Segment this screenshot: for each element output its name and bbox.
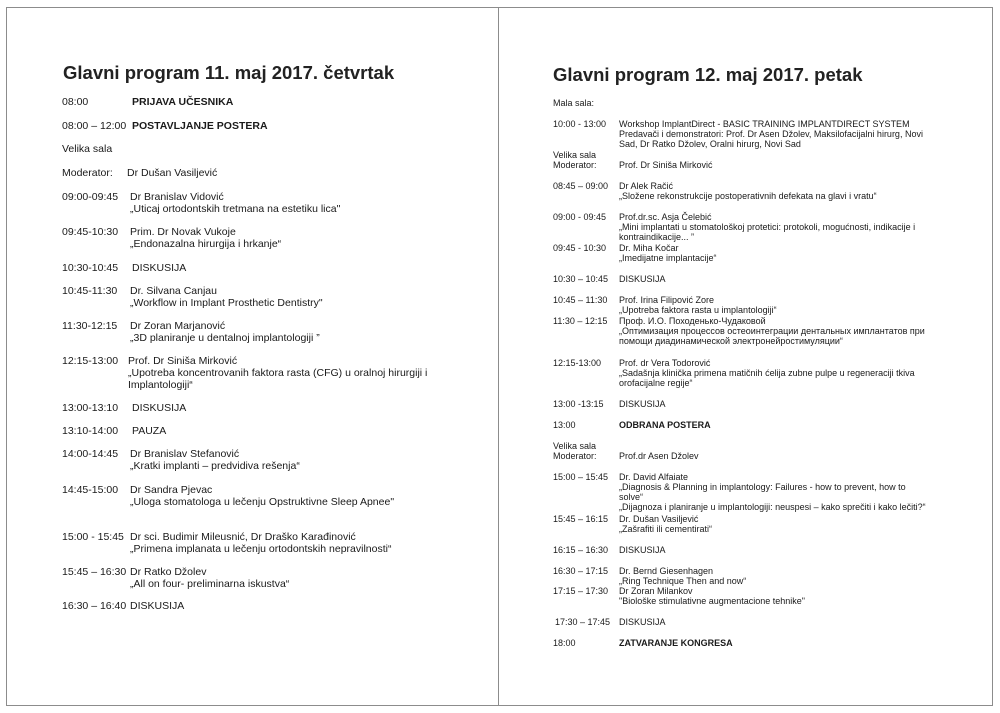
row-line: Prim. Dr Novak Vukoje <box>130 226 236 238</box>
row-time: 10:30 – 10:45 <box>553 274 609 284</box>
row-line: Prof. dr Vera Todorović <box>619 358 711 368</box>
row-time: 10:00 - 13:00 <box>553 119 607 129</box>
row-time: 16:15 – 16:30 <box>553 545 609 555</box>
row-line: ODBRANA POSTERA <box>619 420 711 430</box>
row-time: 15:00 - 15:45 <box>62 531 124 543</box>
row-line: Prof.dr Asen Džolev <box>619 451 699 461</box>
row-time: 16:30 – 17:15 <box>553 566 609 576</box>
row-time: 11:30 – 12:15 <box>553 316 608 326</box>
row-line: „Uloga stomatologa u lečenju Opstruktivne Sleep Apnee" <box>130 496 395 508</box>
thursday-program-title: Glavni program 11. maj 2017. četvrtak <box>63 62 395 83</box>
row-time: 15:45 – 16:15 <box>553 514 609 524</box>
row-line: Dr Alek Račić <box>619 181 674 191</box>
row-time: 09:00 - 09:45 <box>553 212 607 222</box>
row-line: ZATVARANJE KONGRESA <box>619 638 733 648</box>
row-time: Mala sala: <box>553 98 595 108</box>
row-line: „Upotreba koncentrovanih faktora rasta (CFG) u oralnoj hirurgiji i <box>128 367 428 379</box>
row-line: Implantologiji“ <box>128 379 193 391</box>
row-line: Sad, Dr Ratko Džolev, Oralni hirurg, Novi Sad <box>619 139 801 149</box>
row-line: „All on four- preliminarna iskustva“ <box>130 578 290 590</box>
row-line: Dr. Miha Kočar <box>619 243 679 253</box>
row-line: „Оптимизация процессов остеоинтеграции дентальных имплантатов при <box>619 326 925 336</box>
row-line: помощи диадинамической электронейростимуляции“ <box>619 336 843 346</box>
row-time: 14:45-15:00 <box>62 484 119 496</box>
row-line: DISKUSIJA <box>619 399 666 409</box>
row-time: Velika sala <box>62 143 113 155</box>
row-line: Dr Zoran Marjanović <box>130 320 226 332</box>
row-line: „Kratki implanti – predvidiva rešenja“ <box>130 460 300 472</box>
row-line: Dr Branislav Stefanović <box>130 448 240 460</box>
row-line: Dr. Dušan Vasiljević <box>619 514 699 524</box>
row-line: Dr. Silvana Canjau <box>130 285 217 297</box>
row-time: 08:00 <box>62 96 89 108</box>
row-line: „Mini implantati u stomatološkoj protetici: protokoli, mogućnosti, indikacije i <box>619 222 916 232</box>
row-time: 13:10-14:00 <box>62 425 119 437</box>
row-time: 11:30-12:15 <box>62 320 118 332</box>
row-line: Prof. Irina Filipović Zore <box>619 295 715 305</box>
row-line: kontraindikacije... ” <box>619 232 695 242</box>
row-time: 09:45 - 10:30 <box>553 243 607 253</box>
row-line: „Uticaj ortodontskih tretmana na estetiku lica" <box>130 203 341 215</box>
row-line: Prof. Dr Siniša Mirković <box>619 160 713 170</box>
row-line: PAUZA <box>132 425 167 437</box>
row-line: „Sadašnja klinička primena matičnih ćelija zubne pulpe u regeneraciji tkiva <box>619 368 915 378</box>
row-time: 15:00 – 15:45 <box>553 472 609 482</box>
row-line: „Endonazalna hirurgija i hrkanje“ <box>130 238 282 250</box>
row-line: „Dijagnoza i planiranje u implantologiji: neuspesi – kako sprečiti i kako lečiti?“ <box>619 502 926 512</box>
row-line: DISKUSIJA <box>619 617 666 627</box>
row-time: Moderator: <box>553 160 597 170</box>
row-line: orofacijalne regije“ <box>619 378 693 388</box>
row-line: Prof.dr.sc. Asja Čelebić <box>619 212 712 222</box>
row-line: DISKUSIJA <box>132 402 187 414</box>
row-line: PRIJAVA UČESNIKA <box>132 96 234 108</box>
row-time: 17:15 – 17:30 <box>553 586 609 596</box>
row-time: 12:15-13:00 <box>62 355 119 367</box>
row-line: Проф. И.О. Походенько-Чудаковой <box>619 316 766 326</box>
row-time: 18:00 <box>553 638 576 648</box>
row-line: Dr. Bernd Giesenhagen <box>619 566 714 576</box>
row-time: Velika sala <box>553 441 597 451</box>
row-time: 12:15-13:00 <box>553 358 602 368</box>
row-time: 13:00-13:10 <box>62 402 119 414</box>
row-line: „Upotreba faktora rasta u implantologiji“ <box>619 305 777 315</box>
row-time: 14:00-14:45 <box>62 448 119 460</box>
row-line: DISKUSIJA <box>132 262 187 274</box>
row-line: Dr sci. Budimir Mileusnić, Dr Draško Karađinović <box>130 531 356 543</box>
row-time: 08:00 – 12:00 <box>62 120 127 132</box>
row-time: Moderator: <box>62 167 113 179</box>
row-line: „Workflow in Implant Prosthetic Dentistry" <box>130 297 323 309</box>
row-time: 13:00 <box>553 420 576 430</box>
friday-program-title: Glavni program 12. maj 2017. petak <box>553 64 863 85</box>
row-line: DISKUSIJA <box>619 545 666 555</box>
row-time: 10:45-11:30 <box>62 285 118 297</box>
row-time: 09:00-09:45 <box>62 191 119 203</box>
row-line: Predavači i demonstratori: Prof. Dr Asen Džolev, Maksilofacijalni hirurg, Novi <box>619 129 923 139</box>
row-time: 10:45 – 11:30 <box>553 295 608 305</box>
row-line: „Imedijatne implantacije“ <box>619 253 717 263</box>
row-line: „Složene rekonstrukcije postoperativnih defekata na glavi i vratu“ <box>619 191 877 201</box>
row-line: Dr Dušan Vasiljević <box>127 167 218 179</box>
row-time: 13:00 -13:15 <box>553 399 604 409</box>
row-line: DISKUSIJA <box>130 600 185 612</box>
row-line: Dr. David Alfaiate <box>619 472 689 482</box>
row-time: 17:30 – 17:45 <box>555 617 611 627</box>
row-line: solve“ <box>619 492 644 502</box>
row-line: POSTAVLJANJE POSTERA <box>132 120 268 132</box>
row-line: Dr Ratko Džolev <box>130 566 207 578</box>
row-line: Prof. Dr Siniša Mirković <box>128 355 238 367</box>
row-line: „Ring Technique Then and now“ <box>619 576 747 586</box>
row-line: Dr Branislav Vidović <box>130 191 224 203</box>
row-line: Dr Sandra Pjevac <box>130 484 213 496</box>
row-time: 16:30 – 16:40 <box>62 600 127 612</box>
row-time: Moderator: <box>553 451 597 461</box>
row-line: Workshop ImplantDirect - BASIC TRAINING IMPLANTDIRECT SYSTEM <box>619 119 910 129</box>
row-time: 15:45 – 16:30 <box>62 566 127 578</box>
row-time: Velika sala <box>553 150 597 160</box>
row-line: Dr Zoran Milankov <box>619 586 693 596</box>
row-line: „3D planiranje u dentalnoj implantologiji ” <box>130 332 320 344</box>
row-time: 08:45 – 09:00 <box>553 181 609 191</box>
row-line: „Primena implanata u lečenju ortodontskih nepravilnosti“ <box>130 543 392 555</box>
row-line: „Zašrafiti ili cementirati“ <box>619 524 713 534</box>
row-line: "Biološke stimulativne augmentacione tehnike" <box>619 596 805 606</box>
row-time: 09:45-10:30 <box>62 226 119 238</box>
row-time: 10:30-10:45 <box>62 262 119 274</box>
row-line: „Diagnosis & Planning in implantology: Failures - how to prevent, how to <box>619 482 906 492</box>
row-line: DISKUSIJA <box>619 274 666 284</box>
